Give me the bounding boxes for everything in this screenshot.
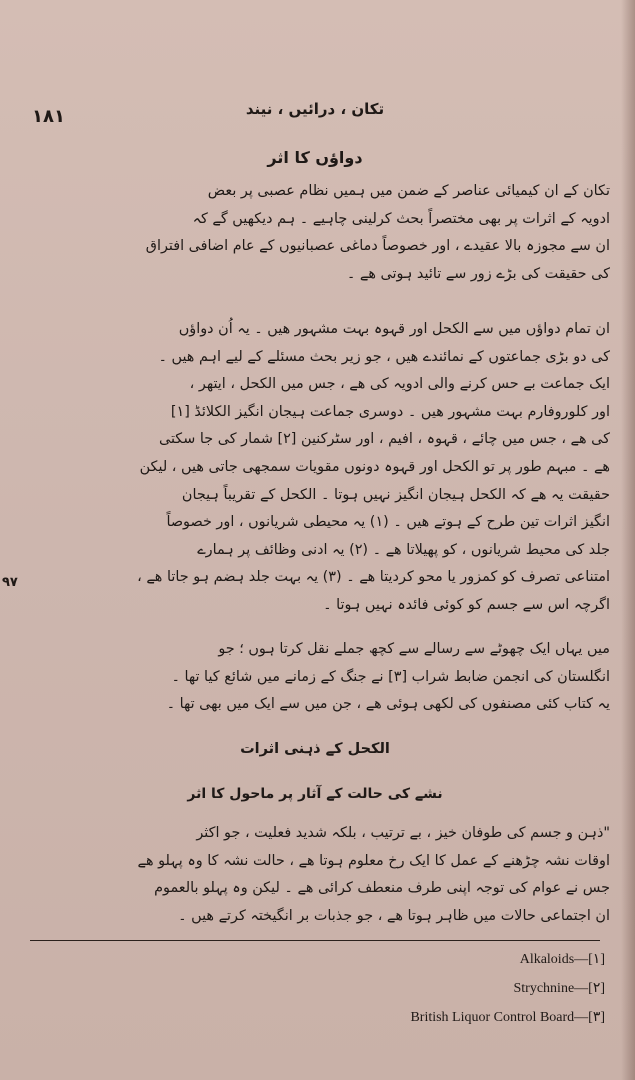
section-environment <box>20 786 610 802</box>
text-line: کی حقیقت کی بڑے زور سے تائید ہوتی ھے ۔ <box>346 265 610 282</box>
text-line: ھے ۔ مبہم طور پر تو الکحل اور قہوہ دونوں مقویات سمجھی جاتی ھیں ، لیکن <box>139 458 610 475</box>
page-header <box>20 100 610 130</box>
text-line: امتناعی تصرف کو کمزور یا محو کردیتا ھے ۔ (۳) یہ بہت جلد ہضم ہو جاتا ھے ، <box>137 569 610 586</box>
text-line: میں یہاں ایک چھوٹے سے رسالے سے کچھ جملے نقل کرتا ہوں ؛ جو <box>218 641 610 657</box>
footnote-1: Alkaloids—[۱] <box>519 952 605 967</box>
section-mental <box>20 741 610 757</box>
text-line: انگلستان کی انجمن ضابط شراب [۳] نے جنگ کے زمانے میں شائع کیا تھا ۔ <box>171 668 610 685</box>
text-line: اگرچہ اس سے جسم کو کوئی فائدہ نہیں ہوتا ۔ <box>323 596 610 613</box>
text-line: ادویہ کے اثرات پر بھی مختصراً بحث کرلینی چاہیے ۔ ہم دیکھیں گے کہ <box>192 210 610 227</box>
section-title-mental-effects: الکحل کے ذہنی اثرات <box>240 741 390 757</box>
text-line: حقیقت یہ ھے کہ الکحل ہیجان انگیز نہیں ہوتا ۔ الکحل کے تقریباً ہیجان <box>181 486 610 503</box>
text-line: انگیز اثرات تین طرح کے ہوتے ھیں ۔ (۱) یہ محیطی شریانوں ، اور خصوصاً <box>166 514 610 531</box>
text-line: ان تمام دواؤں میں سے الکحل اور قہوہ بہت مشہور ھیں ۔ یہ اُن دواؤں <box>178 321 610 337</box>
section-drugs <box>20 148 610 167</box>
text-line: کی دو بڑی جماعتوں کے نمائندے ھیں ، جو زیر بحث مسئلے کے لیے اہم ھیں ۔ <box>158 348 610 365</box>
running-head: تکان ، درائیں ، نیند <box>245 100 385 118</box>
paragraph-4-quote <box>20 820 610 930</box>
paragraph-2 <box>20 316 610 620</box>
page-number: ۱۸۱ <box>32 106 65 127</box>
subsection-title-environment: نشے کی حالت کے آثار پر ماحول کا اثر <box>187 786 443 802</box>
text-line: ان اجتماعی حالات میں ظاہر ہوتا ھے ، جو جذبات بر انگیختہ کرتے ھیں ۔ <box>178 907 610 924</box>
paragraph-1 <box>20 178 610 288</box>
margin-mark: ۹۷ <box>2 575 18 590</box>
text-line: کی ھے ، جس میں چائے ، قہوہ ، افیم ، اور سٹرکنین [۲] شمار کی جا سکتی <box>158 431 610 448</box>
footnote-3: British Liquor Control Board—[۳] <box>410 1010 605 1025</box>
page-spine-shadow <box>621 0 635 1080</box>
text-line: ان سے مجوزہ بالا عقیدے ، اور خصوصاً دماغی عصبانیوں کے عام اضافی افتراق <box>145 238 610 255</box>
text-line: اور کلوروفارم بہت مشہور ھیں ۔ دوسری جماعت ہیجان انگیز الکلائڈ [۱] <box>170 403 610 420</box>
section-title-drugs: دواؤں کا اثر <box>267 148 363 167</box>
text-line: یہ کتاب کئی مصنفوں کی لکھی ہوئی ھے ، جن میں سے ایک میں بھی تھا ۔ <box>166 696 610 713</box>
text-line: جس نے عوام کی توجہ اپنی طرف منعطف کرائی ھے ۔ لیکن وہ پہلو بالعموم <box>154 880 610 897</box>
text-line: تکان کے ان کیمیائی عناصر کے ضمن میں ہمیں نظام عصبی پر بعض <box>207 183 610 199</box>
footnote-2: Strychnine—[۲] <box>513 981 605 996</box>
paragraph-3 <box>20 636 610 719</box>
footnotes <box>20 945 605 1032</box>
text-line: "ذہن و جسم کی طوفان خیز ، بے ترتیب ، بلکہ شدید فعلیت ، جو اکثر <box>196 825 610 841</box>
text-line: جلد کی محیط شریانوں ، کو پھیلاتا ھے ۔ (۲) یہ ادنی وظائف پر ہمارے <box>197 541 610 558</box>
footnote-divider <box>30 940 600 941</box>
text-line: اوقات نشہ چڑھنے کے عمل کا ایک رخ معلوم ہوتا ھے ، حالت نشہ کا وہ پہلو ھے <box>137 852 610 869</box>
text-line: ایک جماعت بے حس کرنے والی ادویہ کی ھے ، جس میں الکحل ، ایتھر ، <box>189 376 610 393</box>
